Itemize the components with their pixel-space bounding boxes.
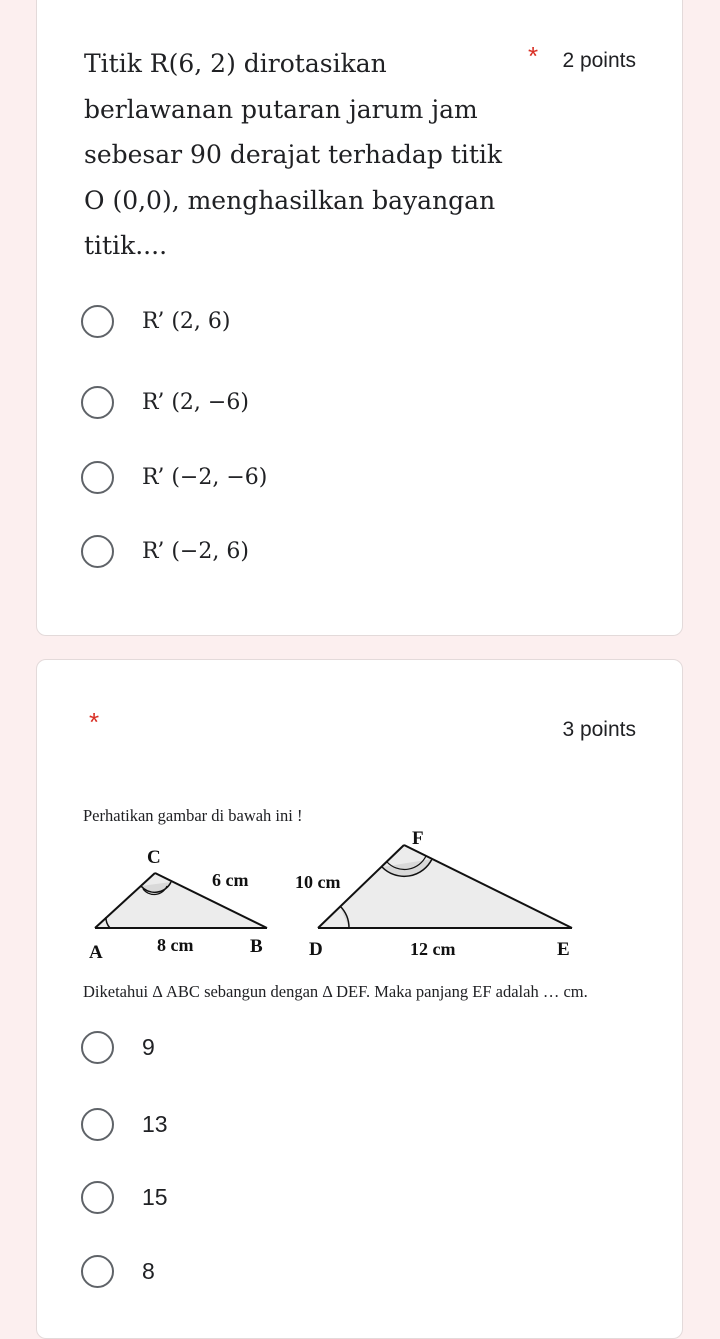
triangle-def — [318, 845, 572, 928]
side-df-label: 10 cm — [295, 872, 341, 892]
vertex-d-label: D — [309, 939, 323, 960]
option-label: 8 — [142, 1257, 155, 1284]
figure-caption: Perhatikan gambar di bawah ini ! — [83, 806, 303, 825]
question-title: Titik R(6, 2) dirotasikan berlawanan putaran jarum jam sebesar 90 derajat terhadap titik O (0,0), menghasilkan bayangan titik.... — [84, 49, 503, 260]
option-label: R’ (2, 6) — [142, 308, 231, 334]
radio-button[interactable] — [81, 1255, 114, 1288]
side-de-label: 12 cm — [410, 939, 456, 959]
option-label: R’ (−2, −6) — [142, 464, 268, 490]
question-card-similar-triangles — [36, 659, 683, 1339]
required-asterisk: * — [89, 707, 100, 737]
option-label: 13 — [142, 1110, 168, 1137]
radio-button[interactable] — [81, 1108, 114, 1141]
radio-button[interactable] — [81, 1181, 114, 1214]
radio-button[interactable] — [81, 386, 114, 419]
option-r-neg2-6[interactable] — [81, 531, 249, 571]
option-13[interactable] — [81, 1104, 168, 1144]
radio-button[interactable] — [81, 305, 114, 338]
side-ab-label: 8 cm — [157, 935, 194, 955]
option-label: 15 — [142, 1183, 168, 1210]
vertex-b-label: B — [250, 936, 263, 957]
triangles-figure — [37, 660, 684, 990]
radio-button[interactable] — [81, 1031, 114, 1064]
vertex-c-label: C — [147, 847, 161, 868]
radio-button[interactable] — [81, 461, 114, 494]
option-8[interactable] — [81, 1251, 155, 1291]
option-label: R’ (−2, 6) — [142, 538, 249, 564]
required-asterisk: * — [528, 41, 539, 71]
points-label: 2 points — [562, 49, 636, 72]
question-card-rotation — [36, 0, 683, 636]
option-9[interactable] — [81, 1027, 155, 1067]
option-r-2-6[interactable] — [81, 301, 231, 341]
vertex-f-label: F — [412, 828, 424, 849]
question-text: Diketahui Δ ABC sebangun dengan Δ DEF. Maka panjang EF adalah … cm. — [83, 982, 588, 1001]
option-r-neg2-neg6[interactable] — [81, 457, 267, 497]
side-cb-label: 6 cm — [212, 870, 249, 890]
vertex-a-label: A — [89, 942, 103, 963]
radio-button[interactable] — [81, 535, 114, 568]
option-r-2-neg6[interactable] — [81, 382, 249, 422]
option-15[interactable] — [81, 1177, 168, 1217]
option-label: 9 — [142, 1033, 155, 1060]
option-label: R’ (2, −6) — [142, 389, 249, 415]
vertex-e-label: E — [557, 939, 570, 960]
points-label: 3 points — [562, 718, 636, 741]
